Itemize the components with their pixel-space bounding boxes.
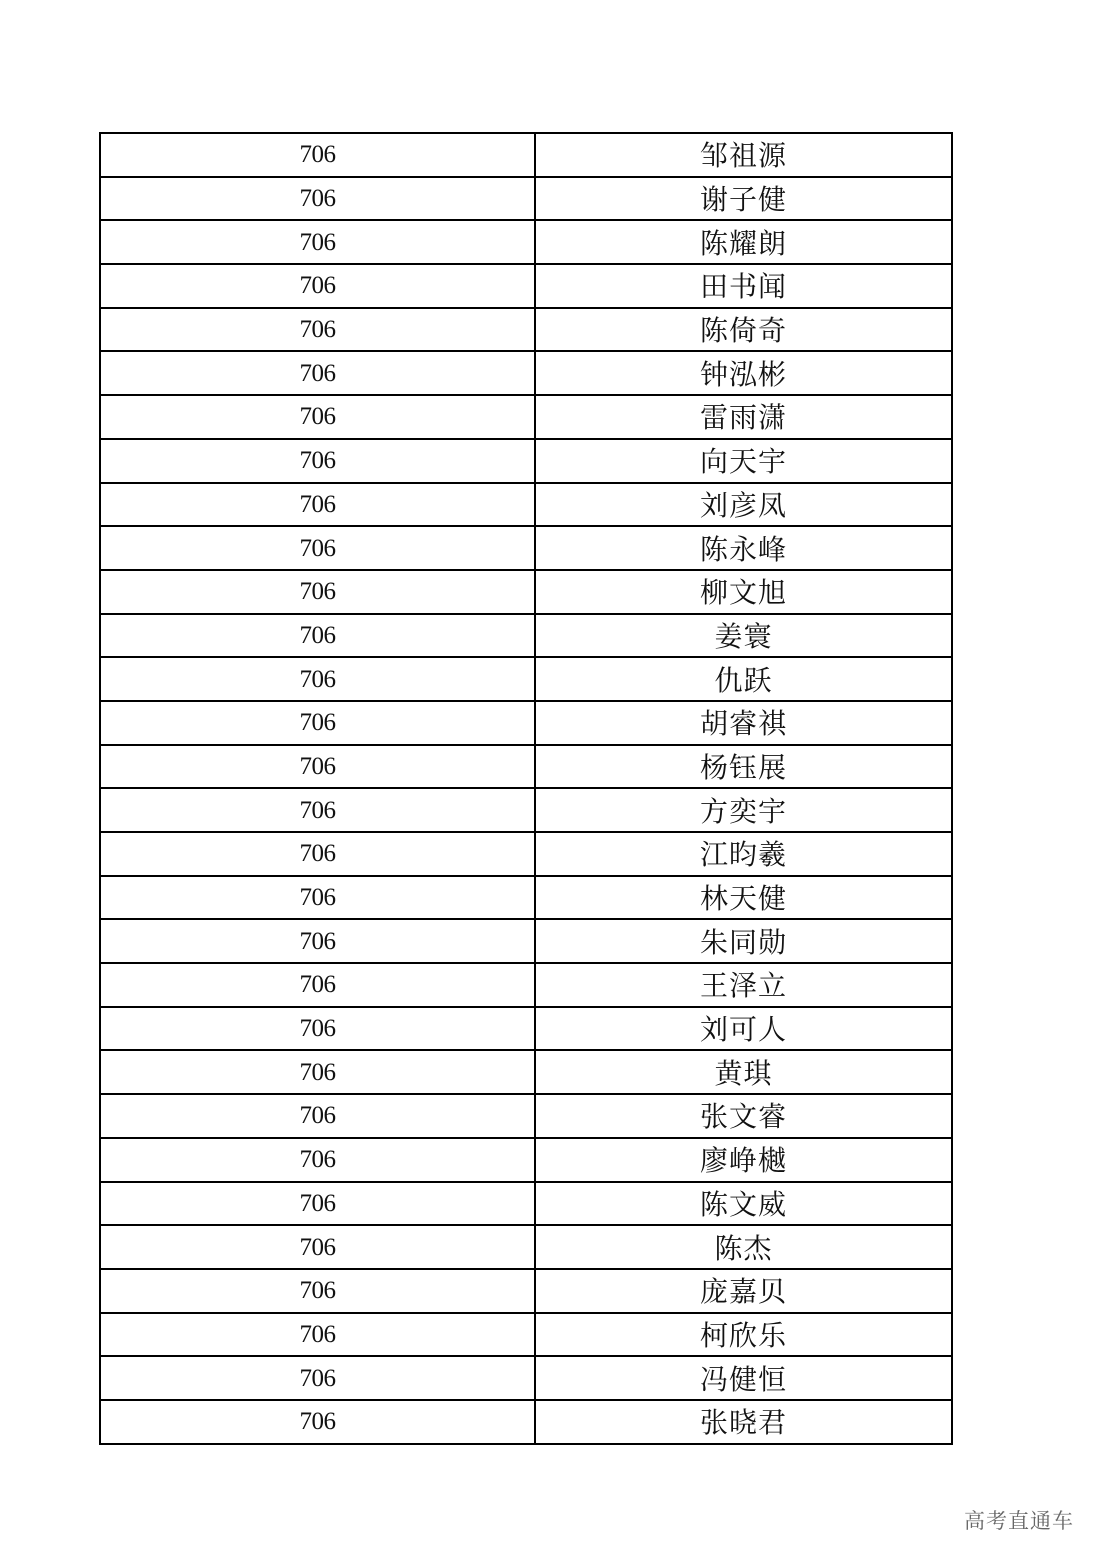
name-cell: 陈杰 (535, 1225, 952, 1269)
name-cell: 仇跃 (535, 657, 952, 701)
table-row (100, 1138, 952, 1182)
name-cell: 江昀羲 (535, 832, 952, 876)
score-cell: 706 (100, 657, 535, 701)
name-cell: 田书闻 (535, 264, 952, 308)
name-cell: 王泽立 (535, 963, 952, 1007)
score-cell: 706 (100, 308, 535, 352)
name-cell: 方奕宇 (535, 788, 952, 832)
table-row (100, 133, 952, 177)
score-cell: 706 (100, 439, 535, 483)
name-cell: 张文睿 (535, 1094, 952, 1138)
table-row (100, 1400, 952, 1444)
score-cell: 706 (100, 876, 535, 920)
name-cell: 胡睿祺 (535, 701, 952, 745)
score-table-container (99, 132, 949, 1445)
score-cell: 706 (100, 701, 535, 745)
score-cell: 706 (100, 788, 535, 832)
name-cell: 陈耀朗 (535, 220, 952, 264)
name-cell: 柯欣乐 (535, 1313, 952, 1357)
name-cell: 林天健 (535, 876, 952, 920)
name-cell: 朱同勋 (535, 919, 952, 963)
name-cell: 庞嘉贝 (535, 1269, 952, 1313)
score-cell: 706 (100, 395, 535, 439)
table-row (100, 1007, 952, 1051)
score-cell: 706 (100, 133, 535, 177)
name-cell: 邹祖源 (535, 133, 952, 177)
table-row (100, 264, 952, 308)
table-row (100, 483, 952, 527)
name-cell: 柳文旭 (535, 570, 952, 614)
table-row (100, 1313, 952, 1357)
table-row (100, 1356, 952, 1400)
table-row (100, 788, 952, 832)
score-cell: 706 (100, 745, 535, 789)
name-cell: 廖峥樾 (535, 1138, 952, 1182)
score-cell: 706 (100, 963, 535, 1007)
score-table (99, 132, 953, 1445)
name-cell: 雷雨潇 (535, 395, 952, 439)
score-cell: 706 (100, 1313, 535, 1357)
score-cell: 706 (100, 526, 535, 570)
table-row (100, 701, 952, 745)
table-row (100, 1050, 952, 1094)
table-row (100, 1269, 952, 1313)
score-cell: 706 (100, 1007, 535, 1051)
table-row (100, 308, 952, 352)
name-cell: 张晓君 (535, 1400, 952, 1444)
table-row (100, 395, 952, 439)
score-cell: 706 (100, 1356, 535, 1400)
name-cell: 冯健恒 (535, 1356, 952, 1400)
table-row (100, 526, 952, 570)
score-cell: 706 (100, 1269, 535, 1313)
table-row (100, 570, 952, 614)
table-row (100, 657, 952, 701)
name-cell: 陈倚奇 (535, 308, 952, 352)
name-cell: 姜寰 (535, 614, 952, 658)
name-cell: 黄琪 (535, 1050, 952, 1094)
name-cell: 陈文威 (535, 1182, 952, 1226)
table-row (100, 919, 952, 963)
name-cell: 向天宇 (535, 439, 952, 483)
table-row (100, 963, 952, 1007)
score-cell: 706 (100, 1182, 535, 1226)
score-cell: 706 (100, 177, 535, 221)
score-cell: 706 (100, 614, 535, 658)
score-cell: 706 (100, 919, 535, 963)
watermark-text: 高考直通车 (964, 1509, 1074, 1533)
score-cell: 706 (100, 220, 535, 264)
table-row (100, 1094, 952, 1138)
name-cell: 刘彦凤 (535, 483, 952, 527)
name-cell: 谢子健 (535, 177, 952, 221)
score-cell: 706 (100, 1225, 535, 1269)
name-cell: 陈永峰 (535, 526, 952, 570)
name-cell: 钟泓彬 (535, 351, 952, 395)
score-cell: 706 (100, 1400, 535, 1444)
table-row (100, 876, 952, 920)
table-row (100, 1225, 952, 1269)
table-row (100, 614, 952, 658)
score-cell: 706 (100, 832, 535, 876)
table-row (100, 745, 952, 789)
table-row (100, 351, 952, 395)
table-row (100, 1182, 952, 1226)
score-cell: 706 (100, 1138, 535, 1182)
table-row (100, 832, 952, 876)
score-cell: 706 (100, 570, 535, 614)
score-cell: 706 (100, 351, 535, 395)
table-row (100, 220, 952, 264)
score-table-body (100, 133, 952, 1444)
score-cell: 706 (100, 264, 535, 308)
score-cell: 706 (100, 1050, 535, 1094)
table-row (100, 439, 952, 483)
name-cell: 杨钰展 (535, 745, 952, 789)
score-cell: 706 (100, 1094, 535, 1138)
table-row (100, 177, 952, 221)
name-cell: 刘可人 (535, 1007, 952, 1051)
score-cell: 706 (100, 483, 535, 527)
